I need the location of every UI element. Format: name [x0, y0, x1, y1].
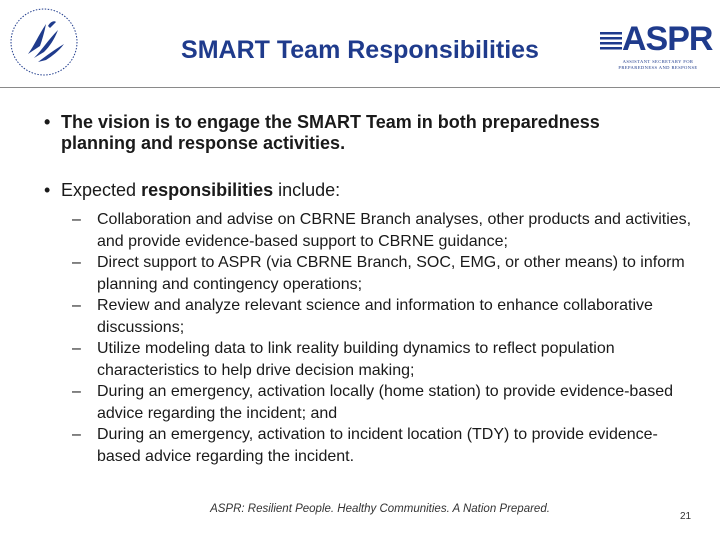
list-item-text: During an emergency, activation locally (home station) to provide evidence-based advice regarding the incident; and — [97, 383, 674, 422]
aspr-logo-text: ASPR — [622, 20, 713, 58]
bullet-responsibilities-text — [61, 180, 604, 201]
list-item — [72, 295, 692, 338]
dash-marker: – — [72, 383, 81, 400]
list-item — [72, 381, 692, 424]
bullet-prefix: Expected — [61, 180, 142, 200]
list-item-text: Utilize modeling data to link reality building dynamics to reflect population characteristics to help drive decision making; — [97, 340, 615, 379]
bullet-suffix: include: — [273, 180, 341, 200]
list-item-text: Direct support to ASPR (via CBRNE Branch, SOC, EMG, or other means) to inform planning and contingency operations; — [97, 254, 685, 293]
aspr-logo — [600, 20, 713, 74]
list-item-text: Review and analyze relevant science and information to enhance collaborative discussions; — [97, 297, 653, 336]
list-item — [72, 209, 692, 252]
bullet-dot: • — [44, 112, 51, 132]
bullet-vision-text: The vision is to engage the SMART Team in both preparedness planning and response activities. — [61, 112, 600, 153]
bullet-bold: responsibilities — [141, 180, 274, 200]
aspr-logo-subtitle: ASSISTANT SECRETARY FOR PREPAREDNESS AND RESPONSE — [618, 59, 698, 70]
dash-marker: – — [72, 254, 81, 271]
page-number: 21 — [680, 511, 692, 522]
dash-marker: – — [72, 297, 81, 314]
bullet-vision — [44, 112, 604, 154]
dash-marker: – — [72, 211, 81, 228]
list-item — [72, 252, 692, 295]
aspr-flag-stripes-icon — [600, 32, 622, 50]
dash-marker: – — [72, 340, 81, 357]
bullet-responsibilities — [44, 180, 604, 201]
page-title: SMART Team Responsibilities — [181, 36, 539, 64]
list-item — [72, 338, 692, 381]
list-item-text: During an emergency, activation to incident location (TDY) to provide evidence-based advice regarding the incident. — [97, 426, 658, 465]
hhs-eagle-seal-icon — [8, 6, 80, 78]
dash-marker: – — [72, 426, 81, 443]
responsibilities-list — [72, 209, 692, 467]
list-item-text: Collaboration and advise on CBRNE Branch analyses, other products and activities, and provide evidence-based support to CBRNE guidance; — [97, 211, 692, 250]
bullet-dot: • — [44, 180, 51, 200]
list-item — [72, 424, 692, 467]
footer-tagline: ASPR: Resilient People. Healthy Communities. A Nation Prepared. — [210, 503, 550, 515]
header-divider — [0, 87, 720, 88]
